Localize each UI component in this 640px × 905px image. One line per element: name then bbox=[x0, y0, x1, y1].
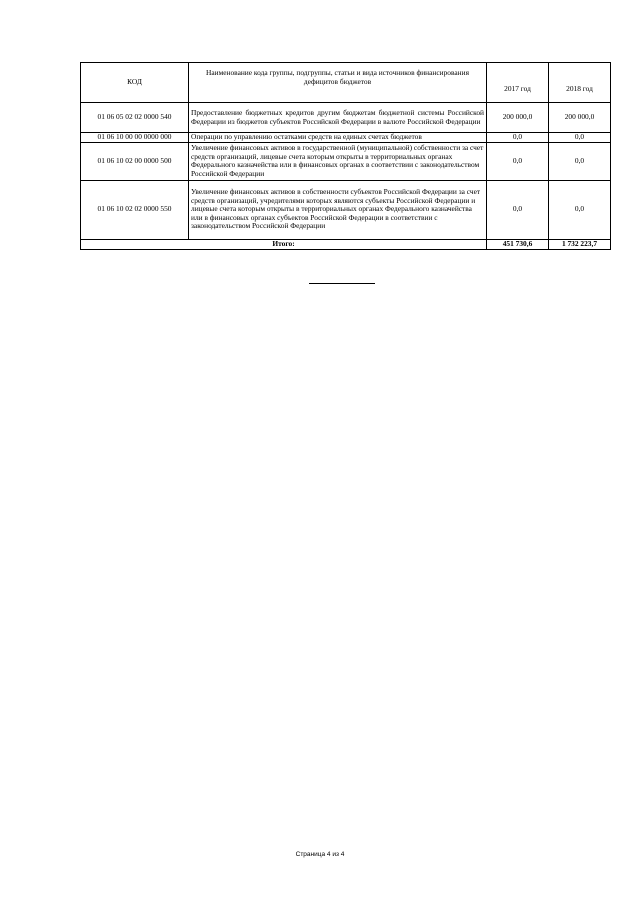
header-year-2017: 2017 год bbox=[487, 63, 549, 103]
table-header-row bbox=[81, 63, 611, 103]
row-name: Увеличение финансовых активов в собственности субъектов Российской Федерации за счет средств организаций, учредителями которых являются субъекты Российской Федерации и лицевые счета которым открыты в территориальных органах Федерального казначейства или в финансовых органах субъектов Российской Федерации в соответствии с законодательством Российской Федерации bbox=[189, 180, 487, 239]
row-value-2018: 0,0 bbox=[549, 180, 611, 239]
row-name: Предоставление бюджетных кредитов другим бюджетам бюджетной системы Российской Федерации из бюджетов субъектов Российской Федерации в валюте Российской Федерации bbox=[189, 103, 487, 133]
end-separator-line bbox=[309, 283, 375, 284]
total-label: Итого: bbox=[81, 239, 487, 249]
row-value-2017: 0,0 bbox=[487, 133, 549, 143]
row-value-2018: 0,0 bbox=[549, 133, 611, 143]
total-value-2018: 1 732 223,7 bbox=[549, 239, 611, 249]
page-number: Страница 4 из 4 bbox=[295, 851, 345, 858]
row-name: Увеличение финансовых активов в государственной (муниципальной) собственности за счет средств организаций, лицевые счета которым открыты в территориальных органах Федерального казначейства или в финансовых органах в соответствии с законодательством Российской Федерации bbox=[189, 142, 487, 180]
row-name: Операции по управлению остатками средств на единых счетах бюджетов bbox=[189, 133, 487, 143]
row-value-2018: 200 000,0 bbox=[549, 103, 611, 133]
table-row bbox=[81, 180, 611, 239]
row-value-2017: 0,0 bbox=[487, 142, 549, 180]
row-value-2017: 0,0 bbox=[487, 180, 549, 239]
row-code: 01 06 10 00 00 0000 000 bbox=[81, 133, 189, 143]
total-row bbox=[81, 239, 611, 249]
total-value-2017: 451 730,6 bbox=[487, 239, 549, 249]
row-value-2018: 0,0 bbox=[549, 142, 611, 180]
row-value-2017: 200 000,0 bbox=[487, 103, 549, 133]
row-code: 01 06 10 02 00 0000 500 bbox=[81, 142, 189, 180]
table-row bbox=[81, 103, 611, 133]
budget-sources-table bbox=[80, 62, 611, 250]
header-code: КОД bbox=[81, 63, 189, 103]
table-row bbox=[81, 133, 611, 143]
header-name: Наименование кода группы, подгруппы, статьи и вида источников финансирования дефицитов бюджетов bbox=[189, 63, 487, 103]
row-code: 01 06 05 02 02 0000 540 bbox=[81, 103, 189, 133]
row-code: 01 06 10 02 02 0000 550 bbox=[81, 180, 189, 239]
table-row bbox=[81, 142, 611, 180]
header-year-2018: 2018 год bbox=[549, 63, 611, 103]
